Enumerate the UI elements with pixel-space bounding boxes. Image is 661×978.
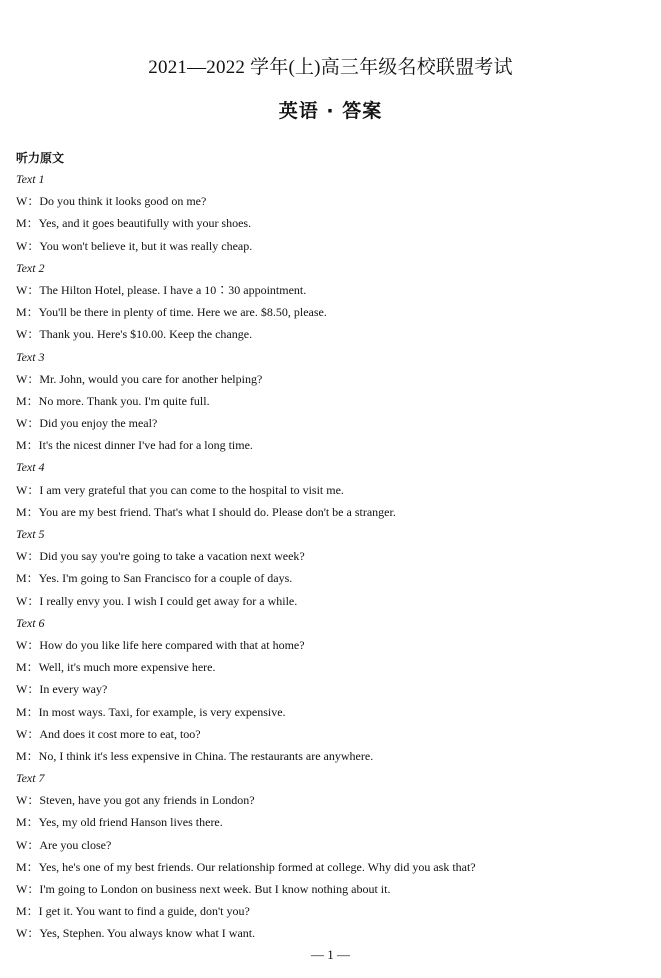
dialogue-line: W：And does it cost more to eat, too? <box>16 726 201 741</box>
dialogue-line: W：Do you think it looks good on me? <box>16 194 207 209</box>
section-heading: 听力原文 <box>16 151 65 165</box>
dialogue-line: W：I am very grateful that you can come to the hospital to visit me. <box>16 482 344 497</box>
dialogue-line: W：Did you enjoy the meal? <box>16 416 158 431</box>
text-label: Text 1 <box>16 172 45 186</box>
dialogue-line: M：I get it. You want to find a guide, don't you? <box>16 904 250 919</box>
dialogue-line: W：Steven, have you got any friends in London? <box>16 793 255 808</box>
page-number: — 1 — <box>311 947 350 962</box>
transcript-body <box>16 168 646 945</box>
dialogue-line: M：You are my best friend. That's what I should do. Please don't be a stranger. <box>16 504 396 519</box>
dialogue-line: W：Mr. John, would you care for another helping? <box>16 371 263 386</box>
text-label: Text 3 <box>16 349 45 364</box>
dialogue-line: M：Yes, he's one of my best friends. Our relationship formed at college. Why did you ask that? <box>16 859 476 874</box>
dialogue-line: M：Yes, and it goes beautifully with your shoes. <box>16 216 252 231</box>
page-title: 2021—2022 学年(上)高三年级名校联盟考试 <box>148 57 513 78</box>
dialogue-line: W：Did you say you're going to take a vacation next week? <box>16 549 305 564</box>
text-label: Text 7 <box>16 771 45 786</box>
dialogue-line: W：Thank you. Here's $10.00. Keep the change. <box>16 327 253 342</box>
dialogue-line: M：You'll be there in plenty of time. Here we are. $8.50, please. <box>16 305 327 320</box>
dialogue-line: M：Well, it's much more expensive here. <box>16 660 216 675</box>
dialogue-line: M：In most ways. Taxi, for example, is very expensive. <box>16 704 286 719</box>
dialogue-line: W：How do you like life here compared with that at home? <box>16 637 305 652</box>
dialogue-line: M：No more. Thank you. I'm quite full. <box>16 393 210 408</box>
text-label: Text 6 <box>16 615 45 630</box>
text-label: Text 2 <box>16 260 45 275</box>
dialogue-line: W：The Hilton Hotel, please. I have a 10∶30 appointment. <box>16 282 307 297</box>
page-subtitle: 英语 · 答案 <box>278 100 383 122</box>
dialogue-line: W：I'm going to London on business next week. But I know nothing about it. <box>16 882 391 896</box>
dialogue-line: W：You won't believe it, but it was really cheap. <box>16 238 253 253</box>
dialogue-line: W：Are you close? <box>16 837 112 852</box>
dialogue-line: W：In every way? <box>16 682 108 697</box>
dialogue-line: M：Yes. I'm going to San Francisco for a couple of days. <box>16 571 293 586</box>
dialogue-line: M：Yes, my old friend Hanson lives there. <box>16 815 223 830</box>
dialogue-line: M：No, I think it's less expensive in China. The restaurants are anywhere. <box>16 748 374 763</box>
text-label: Text 4 <box>16 460 45 475</box>
dialogue-line: W：Yes, Stephen. You always know what I want. <box>16 926 256 941</box>
text-label: Text 5 <box>16 527 45 541</box>
dialogue-line: W：I really envy you. I wish I could get away for a while. <box>16 593 298 608</box>
dialogue-line: M：It's the nicest dinner I've had for a long time. <box>16 438 253 453</box>
